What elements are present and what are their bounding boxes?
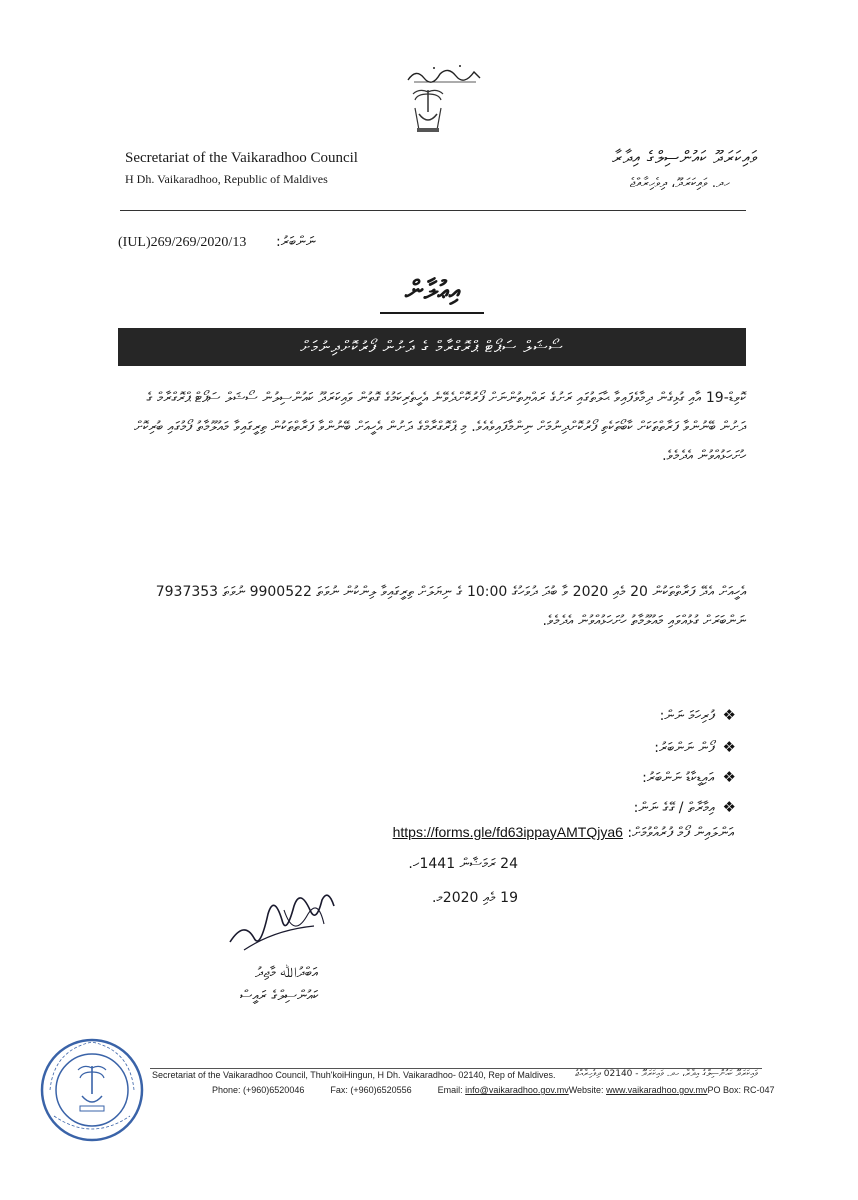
- title-underline: [380, 312, 484, 314]
- diamond-bullet-icon: ❖: [722, 768, 736, 786]
- footer-pobox: PO Box: RC-047: [707, 1085, 775, 1095]
- date-gregorian: 19 މެއި 2020މ.: [432, 890, 518, 906]
- subject-banner: ސޯޝަލް ސަޕޯޓް ޕްރޮގްރާމް ގެ ދަށުން ފޯރުކޮށްދިނުމަށް: [118, 328, 746, 366]
- form-link-row: [387, 824, 734, 841]
- council-address-english: H Dh. Vaikaradhoo, Republic of Maldives: [125, 172, 328, 186]
- diamond-bullet-icon: ❖: [722, 738, 736, 756]
- list-item: ❖ފުރިހަމަ ނަން:: [659, 706, 736, 724]
- council-address-dhivehi: ހދ. ވައިކަރަދޫ، ދިވެހިރާއްޖެ: [629, 176, 730, 191]
- signature-image: [224, 880, 344, 960]
- form-link-label: އަންލައިން ފޯމް ފުރުއްވުމަށް:: [627, 825, 734, 841]
- list-item: ❖އިމާރާތް / ގޭގެ ނަން:: [633, 798, 736, 816]
- council-name-dhivehi: ވައިކަރަދޫ ކައުންސިލްގެ އިދާރާ: [612, 148, 758, 168]
- diamond-bullet-icon: ❖: [722, 798, 736, 816]
- footer-website-link[interactable]: www.vaikaradhoo.gov.mv: [606, 1085, 708, 1095]
- form-link[interactable]: https://forms.gle/fd63ippayAMTQjya6: [392, 824, 623, 840]
- header-divider: [120, 210, 746, 211]
- footer-email-link[interactable]: info@vaikaradhoo.gov.mv: [465, 1085, 569, 1095]
- signer-name: އަބްދުﷲ މާޖިދު: [255, 965, 319, 981]
- date-hijri: 24 ރަމަޟާން 1441ހ.: [408, 856, 518, 872]
- body-paragraph-1: ކޮވިޑް-19 އާއި ގުޅިގެން ދިމާވެފައިވާ ޙާލަތުގައި ރަށުގެ ރައްޔިތުންނަށް ފޯރުކޮށްދެވޭނެ އެހީތެރިކަމުގެ ގޮތުން ވައިކަރަދޫ ކައުންސިލުން ސޯޝަލް ސަޕޯޓް ޕްރޮގްރާމް ގެ ދަށުން ބޭނުންވާ ފަރާތްތަކަށް ކާބޯތަކެތި ފޯރުކޮށްދިނުމަށް ނިންމާފައިވެއެވެ. މި ޕްރޮގްރާމްގެ ދަށުން އެހީއަށް ބޭނުންވާ ފަރާތްތަކުން ތިރީގައިވާ މައުލޫމާތު ފޯމުގައި ބުރިކޮށް ހުށަހަޅުއްވުން އެދެމެވެ.: [134, 390, 746, 464]
- list-item: ❖ފޯން ނަންބަރު:: [654, 738, 736, 756]
- footer-email-label: Email:: [437, 1085, 466, 1095]
- diamond-bullet-icon: ❖: [722, 706, 736, 724]
- footer-fax: Fax: (+960)6520556: [330, 1085, 412, 1095]
- footer-phone: Phone: (+960)6520046: [212, 1085, 305, 1095]
- list-item: ❖އައިޑީކާޑު ނަންބަރު:: [642, 768, 736, 786]
- footer-website-label: Website:: [568, 1085, 607, 1095]
- maldives-emblem-icon: [405, 86, 451, 136]
- reference-number: (IUL)269/269/2020/13: [118, 235, 247, 250]
- footer-contacts: [212, 1085, 774, 1095]
- council-stamp: [40, 1020, 144, 1160]
- reference-label: ނަންބަރު:: [276, 234, 316, 250]
- footer-address-english: Secretariat of the Vaikaradhoo Council, Thuh'koiHingun, H Dh. Vaikaradhoo- 02140, Rep of Maldives.: [152, 1070, 556, 1080]
- signer-title: ކައުންސިލްގެ ރައީސް: [240, 988, 319, 1004]
- document-title: އިޢުލާން: [404, 276, 462, 306]
- body-paragraph-2: އެހީއަށް އެދޭ ފަރާތްތަކުން 20 މެއި 2020 ވާ ބުދަ ދުވަހުގެ 10:00 ގެ ނިޔަލަށް ތިރީގައިވާ ލިންކުން ނުވަތަ 9900522 ނުވަތަ 7937353 ނަންބަރަށް ގުޅުއްވައި މައުލޫމާތު ހުށަހަޅުއްވުން އެދެމެވެ.: [155, 584, 746, 629]
- council-name-english: Secretariat of the Vaikaradhoo Council: [125, 150, 358, 166]
- footer-address-dhivehi: ވައިކަރަދޫ ކައުންސިލްގެ އިދާރާ، ހދ. ވައިކަރަދޫ - 02140 ދިވެހިރާއްޖެ: [575, 1069, 758, 1079]
- bismillah-calligraphy: [404, 60, 484, 88]
